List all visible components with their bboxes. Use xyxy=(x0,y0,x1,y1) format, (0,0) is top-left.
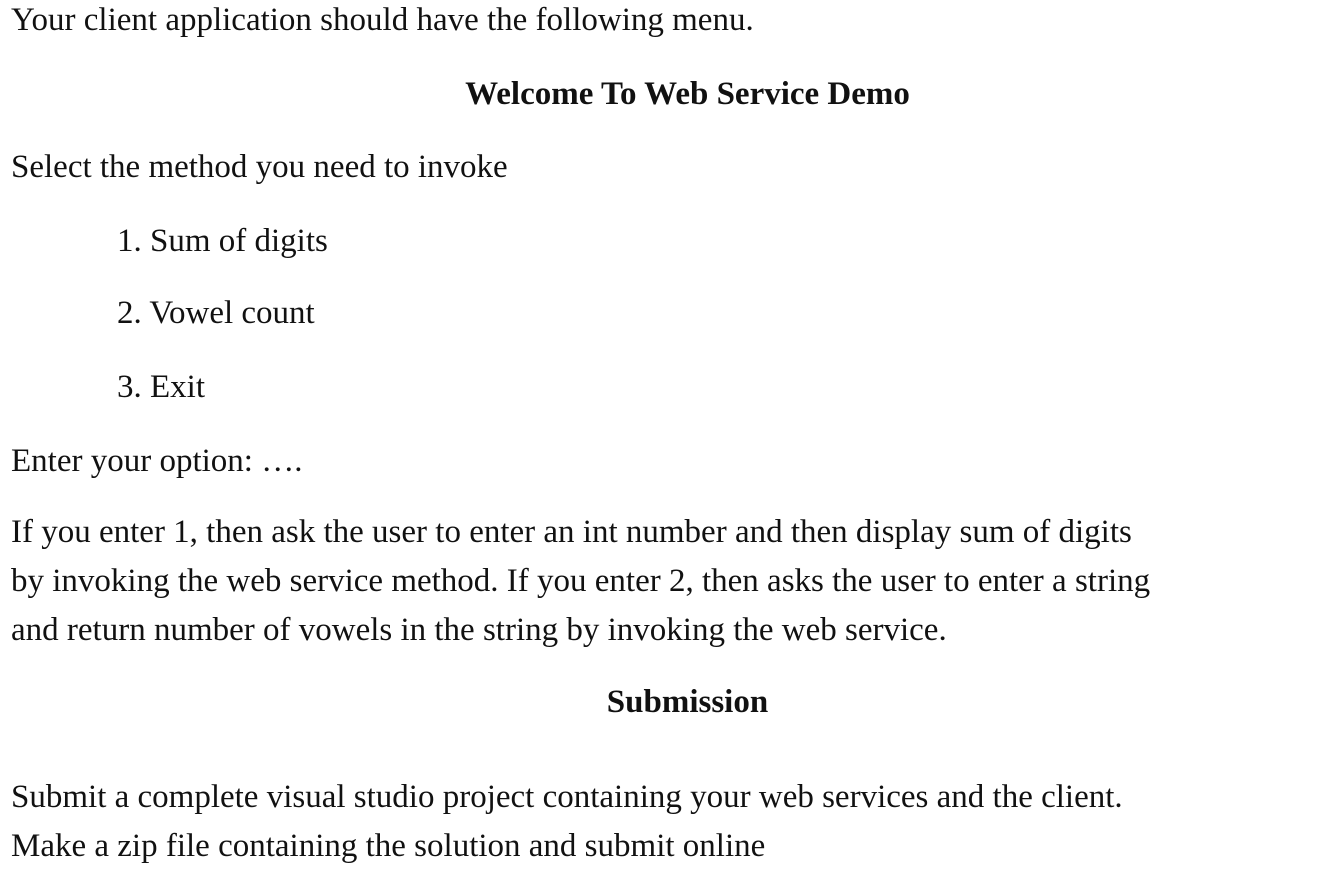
option-prompt: Enter your option: …. xyxy=(11,443,303,479)
welcome-heading: Welcome To Web Service Demo xyxy=(465,76,910,112)
menu-item-sum-of-digits: 1. Sum of digits xyxy=(117,223,328,259)
menu-item-exit: 3. Exit xyxy=(117,369,205,405)
instructions-paragraph xyxy=(11,508,1341,655)
instructions-line: by invoking the web service method. If you enter 2, then asks the user to enter a string xyxy=(11,563,1151,599)
submission-line: Submit a complete visual studio project containing your web services and the client. xyxy=(11,779,1123,815)
submission-heading: Submission xyxy=(606,684,769,720)
instructions-line: and return number of vowels in the string by invoking the web service. xyxy=(11,612,947,648)
select-prompt: Select the method you need to invoke xyxy=(11,149,508,185)
submission-paragraph xyxy=(11,773,1341,871)
submission-line: Make a zip file containing the solution and submit online xyxy=(11,828,766,864)
intro-text: Your client application should have the following menu. xyxy=(11,2,754,38)
menu-item-vowel-count: 2. Vowel count xyxy=(117,295,315,331)
instructions-line: If you enter 1, then ask the user to enter an int number and then display sum of digits xyxy=(11,514,1132,550)
